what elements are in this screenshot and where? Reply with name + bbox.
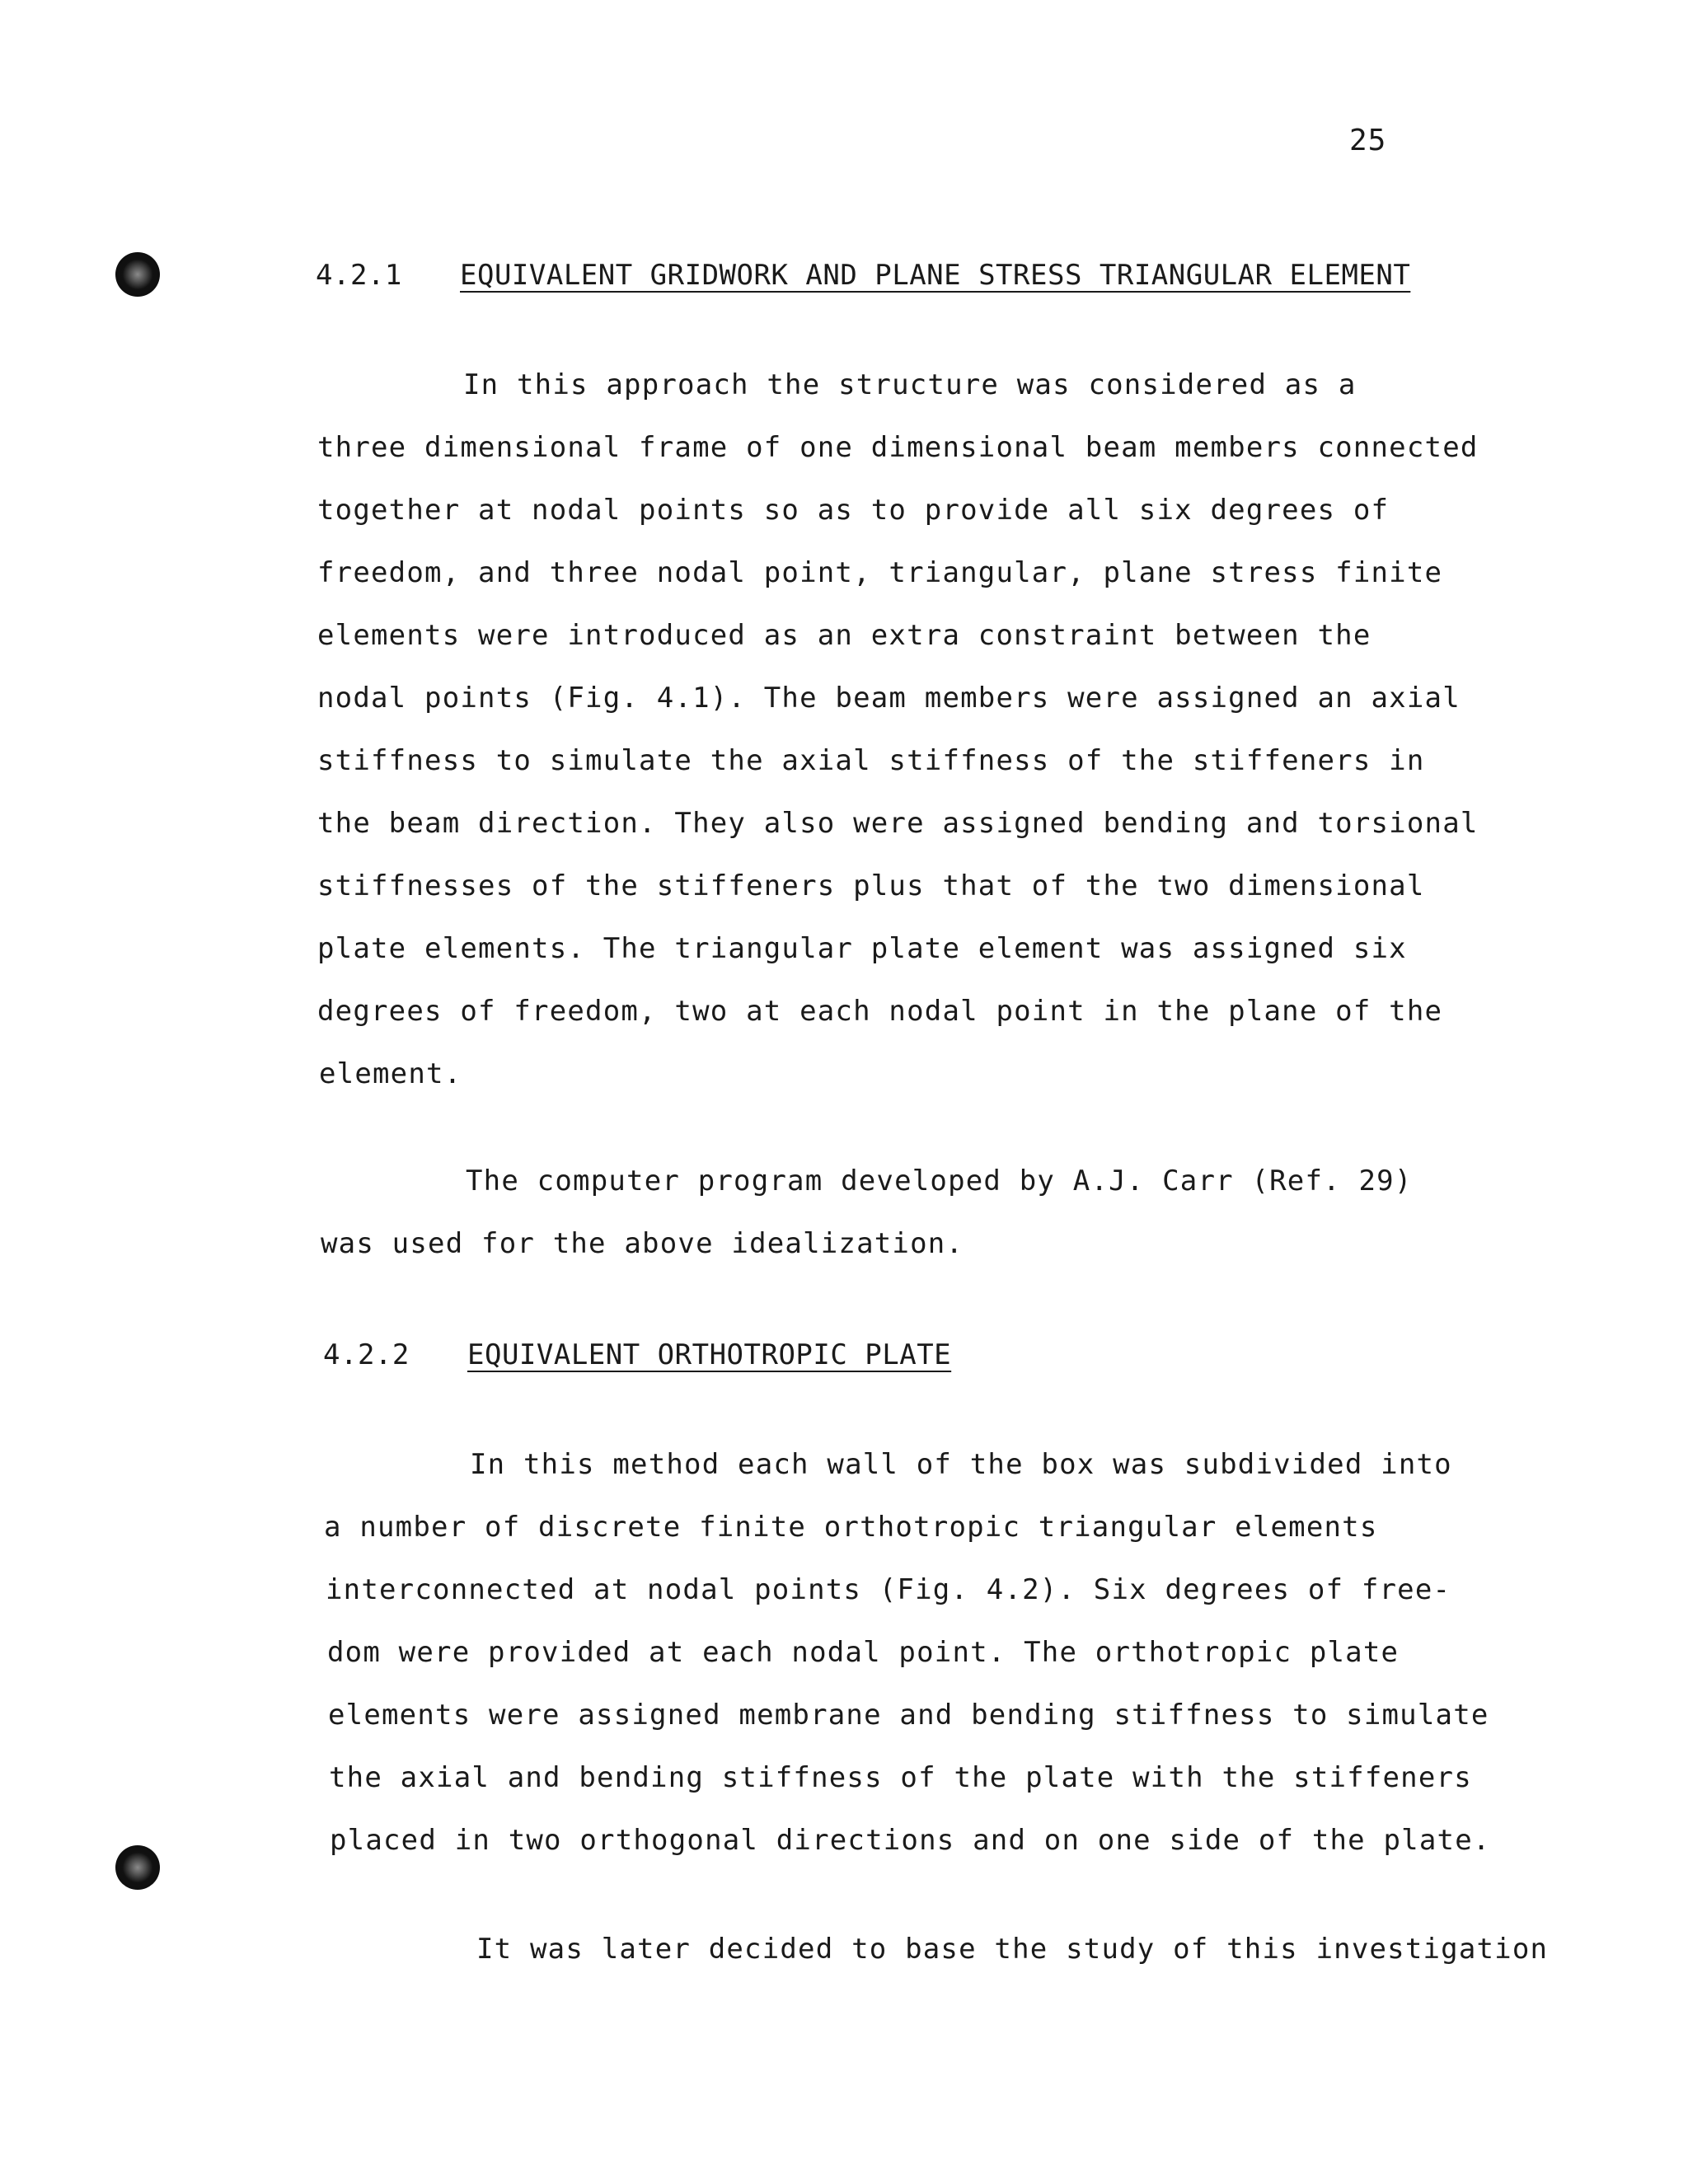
paragraph-line: dom were provided at each nodal point. The orthotropic plate <box>327 1636 1400 1669</box>
paragraph-line: stiffness to simulate the axial stiffness of the stiffeners in <box>317 744 1425 777</box>
paragraph-line: elements were introduced as an extra constraint between the <box>317 619 1372 652</box>
paragraph-line: In this method each wall of the box was subdivided into <box>470 1448 1452 1481</box>
section-heading-4-2-2 <box>323 1338 951 1371</box>
paragraph-line: plate elements. The triangular plate element was assigned six <box>317 932 1407 965</box>
paragraph-line: stiffnesses of the stiffeners plus that of the two dimensional <box>317 869 1425 902</box>
paragraph-line: The computer program developed by A.J. Carr (Ref. 29) <box>466 1165 1413 1197</box>
paragraph-line: interconnected at nodal points (Fig. 4.2). Six degrees of free- <box>326 1573 1451 1606</box>
section-heading-4-2-1 <box>316 259 1410 292</box>
section-title: EQUIVALENT ORTHOTROPIC PLATE <box>467 1338 952 1371</box>
paragraph-line: degrees of freedom, two at each nodal point in the plane of the <box>317 995 1443 1028</box>
paragraph-line: placed in two orthogonal directions and on one side of the plate. <box>330 1824 1491 1857</box>
paragraph-line: together at nodal points so as to provide all six degrees of <box>317 494 1390 527</box>
paragraph-line: the axial and bending stiffness of the plate with the stiffeners <box>329 1761 1472 1794</box>
section-title: EQUIVALENT GRIDWORK AND PLANE STRESS TRIANGULAR ELEMENT <box>460 259 1411 292</box>
page-number: 25 <box>1349 124 1387 157</box>
paragraph-line: a number of discrete finite orthotropic triangular elements <box>324 1511 1378 1544</box>
section-number: 4.2.1 <box>316 259 402 292</box>
paragraph-line: element. <box>319 1057 462 1090</box>
section-number: 4.2.2 <box>323 1338 410 1371</box>
paragraph-line: was used for the above idealization. <box>321 1227 964 1260</box>
binder-hole-bottom <box>115 1845 160 1890</box>
paragraph-line: In this approach the structure was considered as a <box>463 368 1357 401</box>
paragraph-line: freedom, and three nodal point, triangular, plane stress finite <box>317 556 1443 589</box>
paragraph-line: nodal points (Fig. 4.1). The beam members were assigned an axial <box>317 682 1461 715</box>
paragraph-line: It was later decided to base the study of this investigation <box>476 1933 1549 1966</box>
binder-hole-top <box>115 252 160 297</box>
paragraph-line: elements were assigned membrane and bending stiffness to simulate <box>328 1699 1489 1732</box>
paragraph-line: the beam direction. They also were assigned bending and torsional <box>317 807 1479 840</box>
paragraph-line: three dimensional frame of one dimensional beam members connected <box>317 431 1479 464</box>
